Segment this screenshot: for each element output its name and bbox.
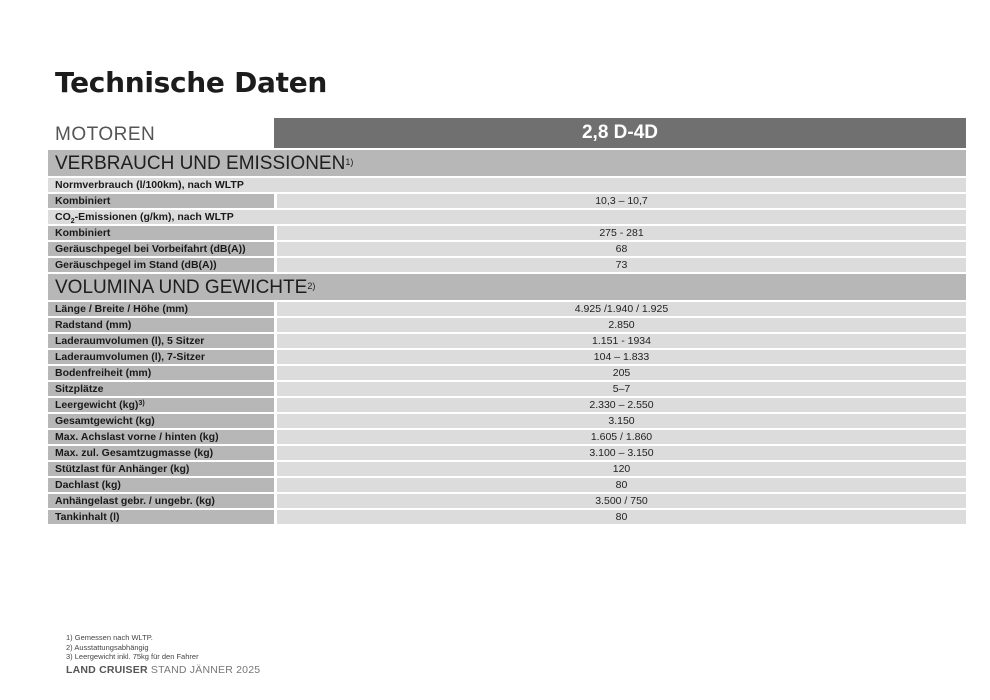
row-value: 205	[277, 366, 966, 380]
table-row	[48, 258, 966, 272]
row-value: 5–7	[277, 382, 966, 396]
footnote-ref: 1)	[345, 157, 354, 167]
row-value: 80	[277, 478, 966, 492]
footnote-ref: 2)	[307, 281, 316, 291]
table-row	[48, 494, 966, 508]
row-label: Geräuschpegel im Stand (dB(A))	[48, 258, 274, 272]
row-value: 104 – 1.833	[277, 350, 966, 364]
row-label: Max. Achslast vorne / hinten (kg)	[48, 430, 274, 444]
page-title: Technische Daten	[55, 66, 328, 99]
table-row	[48, 194, 966, 208]
row-value: 3.500 / 750	[277, 494, 966, 508]
table-row	[48, 382, 966, 396]
table-row	[48, 334, 966, 348]
table-row	[48, 242, 966, 256]
table-row	[48, 318, 966, 332]
row-value: 3.150	[277, 414, 966, 428]
footnote-1: 1) Gemessen nach WLTP.	[66, 633, 153, 642]
footer	[66, 664, 260, 676]
row-value: 1.605 / 1.860	[277, 430, 966, 444]
spec-table	[48, 118, 966, 524]
footnotes	[66, 633, 199, 662]
table-row	[48, 430, 966, 444]
row-label: Bodenfreiheit (mm)	[48, 366, 274, 380]
row-value: 68	[277, 242, 966, 256]
footnote-3: 3) Leergewicht inkl. 75kg für den Fahrer	[66, 652, 199, 661]
subheader-fuel-consumption: Normverbrauch (l/100km), nach WLTP	[48, 178, 966, 192]
row-label: Sitzplätze	[48, 382, 274, 396]
row-label: Tankinhalt (l)	[48, 510, 274, 524]
row-label: Dachlast (kg)	[48, 478, 274, 492]
volumes-rows	[48, 302, 966, 524]
table-row	[48, 226, 966, 240]
row-value: 1.151 - 1934	[277, 334, 966, 348]
section-volumes-header	[48, 274, 966, 300]
section-consumption-header	[48, 150, 966, 176]
row-label: Kombiniert	[48, 194, 274, 208]
row-value: 80	[277, 510, 966, 524]
engine-label: MOTOREN	[48, 118, 274, 148]
table-row	[48, 350, 966, 364]
footnote-2: 2) Ausstattungsabhängig	[66, 642, 149, 652]
row-label: Geräuschpegel bei Vorbeifahrt (dB(A))	[48, 242, 274, 256]
row-value: 73	[277, 258, 966, 272]
table-row	[48, 462, 966, 476]
engine-row	[48, 118, 966, 148]
footnote-ref: 3)	[138, 400, 145, 407]
row-label: Stützlast für Anhänger (kg)	[48, 462, 274, 476]
table-row	[48, 510, 966, 524]
footer-model: LAND CRUISER	[66, 664, 148, 676]
subheader-co2-emissions: $CO_2$-Emissionen (g/km), nach WLTP	[48, 210, 966, 224]
row-label: Anhängelast gebr. / ungebr. (kg)	[48, 494, 274, 508]
row-label: Laderaumvolumen (l), 5 Sitzer	[48, 334, 274, 348]
table-row	[48, 446, 966, 460]
section-volumes-title: VOLUMINA UND GEWICHTE	[55, 277, 308, 298]
footer-stand: STAND JÄNNER 2025	[147, 664, 261, 676]
row-value: 120	[277, 462, 966, 476]
row-value: 4.925 /1.940 / 1.925	[277, 302, 966, 316]
row-value: 2.330 – 2.550	[277, 398, 966, 412]
engine-value: 2,8 D-4D	[274, 118, 966, 148]
row-label: Radstand (mm)	[48, 318, 274, 332]
row-value: 10,3 – 10,7	[277, 194, 966, 208]
row-value: 3.100 – 3.150	[277, 446, 966, 460]
row-value: 2.850	[277, 318, 966, 332]
table-row	[48, 366, 966, 380]
section-consumption-title: VERBRAUCH UND EMISSIONEN	[55, 153, 346, 174]
row-value: 275 - 281	[277, 226, 966, 240]
table-row	[48, 302, 966, 316]
table-row	[48, 478, 966, 492]
row-label: Länge / Breite / Höhe (mm)	[48, 302, 274, 316]
row-label: Laderaumvolumen (l), 7-Sitzer	[48, 350, 274, 364]
row-label: Gesamtgewicht (kg)	[48, 414, 274, 428]
row-label: Leergewicht (kg)$^{3)}$	[48, 398, 274, 412]
table-row	[48, 414, 966, 428]
row-label: Kombiniert	[48, 226, 274, 240]
table-row	[48, 398, 966, 412]
row-label: Max. zul. Gesamtzugmasse (kg)	[48, 446, 274, 460]
